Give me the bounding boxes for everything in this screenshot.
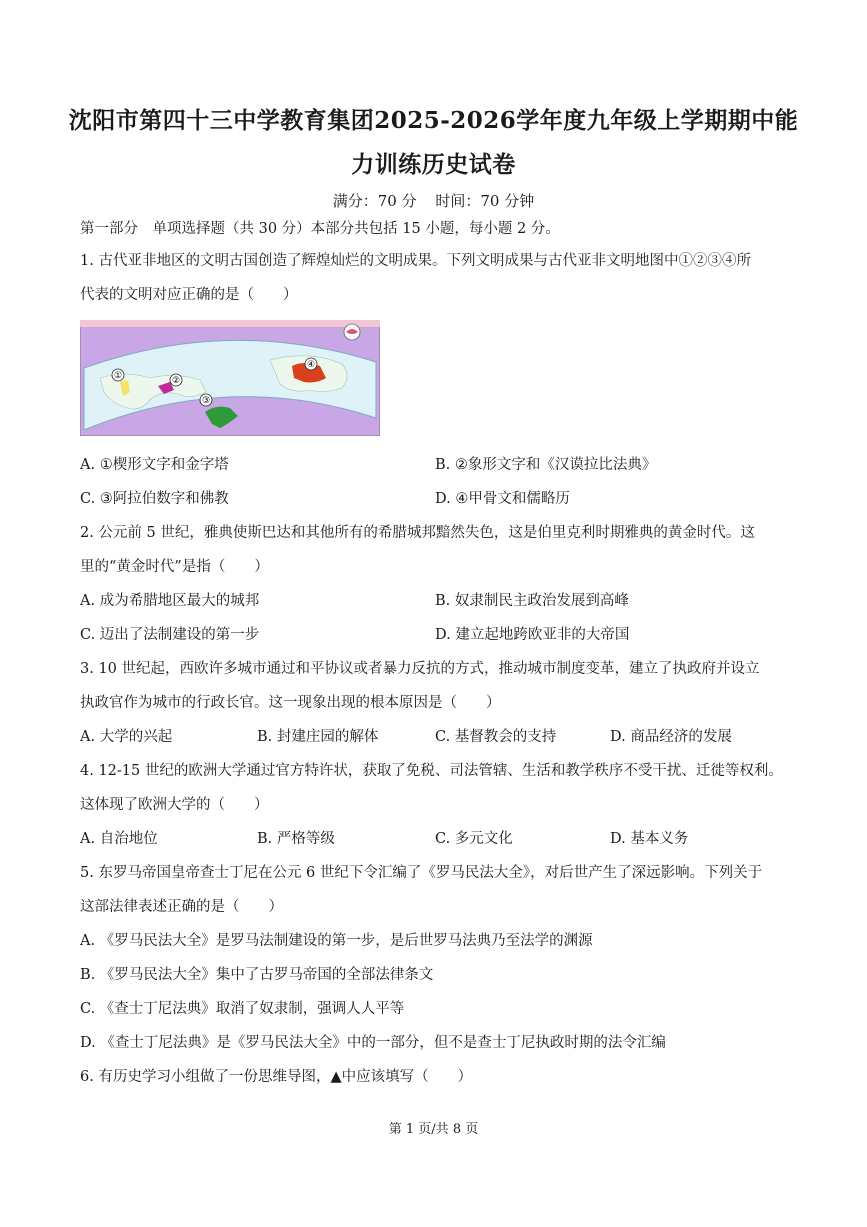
- q2-option-d[interactable]: D. 建立起地跨欧亚非的大帝国: [435, 627, 630, 643]
- q4-option-c[interactable]: C. 多元文化: [435, 831, 513, 847]
- map-marker-3: ③: [201, 396, 211, 406]
- score-info: 满分：70 分: [332, 192, 417, 210]
- q5-option-a[interactable]: A. 《罗马民法大全》是罗马法制建设的第一步，是后世罗马法典乃至法学的渊源: [80, 933, 593, 949]
- map-marker-2: ②: [171, 376, 181, 386]
- q1-option-c[interactable]: C. ③阿拉伯数字和佛教: [80, 491, 229, 507]
- q3-option-c[interactable]: C. 基督教会的支持: [435, 729, 557, 745]
- q3-stem-line1: 3. 10 世纪起，西欧许多城市通过和平协议或者暴力反抗的方式，推动城市制度变革，建立了执政府并设立: [80, 661, 760, 677]
- q3-option-b[interactable]: B. 封建庄园的解体: [257, 729, 379, 745]
- q6-stem-line1: 6. 有历史学习小组做了一份思维导图，▲中应该填写（ ）: [80, 1069, 473, 1085]
- q2-stem-line2: 里的“黄金时代”是指（ ）: [80, 559, 269, 575]
- ancient-civilizations-map: [80, 320, 380, 436]
- q1-option-a[interactable]: A. ①楔形文字和金字塔: [80, 457, 229, 473]
- q5-option-d[interactable]: D. 《查士丁尼法典》是《罗马民法大全》中的一部分，但不是查士丁尼执政时期的法令汇编: [80, 1035, 666, 1051]
- map-marker-1: ①: [113, 371, 123, 381]
- q1-stem-line1: 1. 古代亚非地区的文明古国创造了辉煌灿烂的文明成果。下列文明成果与古代亚非文明地图中①②③④所: [80, 253, 751, 269]
- q3-option-d[interactable]: D. 商品经济的发展: [610, 729, 732, 745]
- map-marker-4: ④: [306, 360, 316, 370]
- q2-option-a[interactable]: A. 成为希腊地区最大的城邦: [80, 593, 260, 609]
- exam-title-line2: 力训练历史试卷: [351, 151, 516, 178]
- page-footer: 第 1 页/共 8 页: [388, 1122, 479, 1137]
- q2-stem-line1: 2. 公元前 5 世纪，雅典使斯巴达和其他所有的希腊城邦黯然失色，这是伯里克利时期雅典的黄金时代。这: [80, 525, 755, 541]
- q5-stem-line1: 5. 东罗马帝国皇帝查士丁尼在公元 6 世纪下令汇编了《罗马民法大全》，对后世产生了深远影响。下列关于: [80, 865, 763, 881]
- q3-option-a[interactable]: A. 大学的兴起: [80, 729, 173, 745]
- time-info: 时间：70 分钟: [435, 192, 535, 210]
- q5-stem-line2: 这部法律表述正确的是（ ）: [80, 899, 283, 915]
- q4-option-b[interactable]: B. 严格等级: [257, 831, 335, 847]
- q4-option-a[interactable]: A. 自治地位: [80, 831, 158, 847]
- q4-option-d[interactable]: D. 基本义务: [610, 831, 689, 847]
- q4-stem-line2: 这体现了欧洲大学的（ ）: [80, 797, 269, 813]
- exam-title-line1: 沈阳市第四十三中学教育集团2025-2026学年度九年级上学期期中能: [68, 107, 799, 134]
- q4-stem-line1: 4. 12-15 世纪的欧洲大学通过官方特许状，获取了免税、司法管辖、生活和教学秩序不受干扰、迁徙等权利。: [80, 763, 783, 779]
- q1-stem-line2: 代表的文明对应正确的是（ ）: [80, 287, 298, 303]
- q1-option-d[interactable]: D. ④甲骨文和儒略历: [435, 491, 570, 507]
- exam-info: [0, 190, 867, 211]
- section-heading: 第一部分 单项选择题（共 30 分）本部分共包括 15 小题，每小题 2 分。: [80, 221, 560, 237]
- q2-option-c[interactable]: C. 迈出了法制建设的第一步: [80, 627, 260, 643]
- q1-option-b[interactable]: B. ②象形文字和《汉谟拉比法典》: [435, 457, 657, 473]
- q5-option-c[interactable]: C. 《查士丁尼法典》取消了奴隶制，强调人人平等: [80, 1001, 405, 1017]
- q2-option-b[interactable]: B. 奴隶制民主政治发展到高峰: [435, 593, 629, 609]
- q5-option-b[interactable]: B. 《罗马民法大全》集中了古罗马帝国的全部法律条文: [80, 967, 434, 983]
- q3-stem-line2: 执政官作为城市的行政长官。这一现象出现的根本原因是（ ）: [80, 695, 501, 711]
